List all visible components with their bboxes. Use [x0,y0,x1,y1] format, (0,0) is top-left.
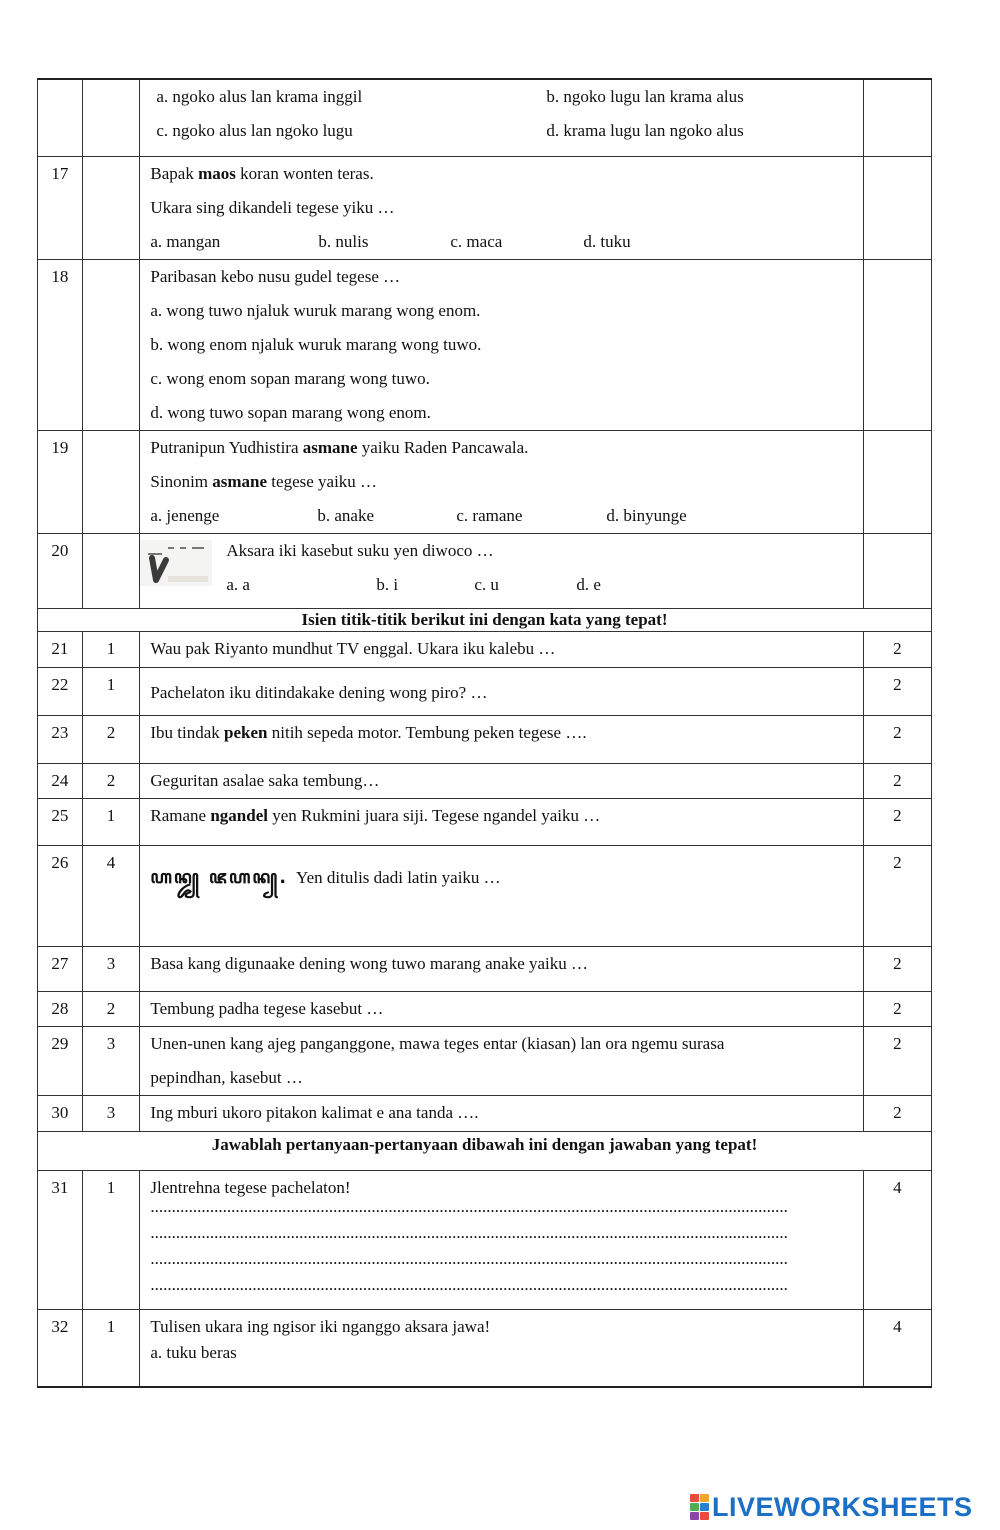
option-b[interactable]: b. i [376,575,399,594]
score-cell: 2 [863,764,931,799]
question-text: Aksara iki kasebut suku yen diwoco … [226,541,494,560]
question-number: 19 [38,431,83,534]
question-row-19 [38,431,932,534]
question-row-28 [38,992,932,1027]
question-cell [140,668,863,716]
question-prompt: Sinonim asmane tegese yaiku … [150,472,378,491]
score-cell: 2 [863,632,931,668]
option-d[interactable]: d. e [576,575,601,594]
question-cell [140,1027,863,1096]
level-cell [82,157,140,260]
question-text[interactable]: Unen-unen kang ajeg panganggone, mawa teges entar (kiasan) lan ora ngemu surasa [150,1034,725,1053]
question-text[interactable]: Wau pak Riyanto mundhut TV enggal. Ukara iku kalebu … [150,639,556,658]
question-cell [140,260,863,431]
level-cell [82,431,140,534]
option-d[interactable]: d. tuku [583,232,631,251]
bold-word: ngandel [210,806,268,825]
question-text: Putranipun Yudhistira asmane yaiku Raden Pancawala. [150,438,529,457]
answer-line-2[interactable]: ...................................................................................................................................................... [150,1223,788,1242]
option-a[interactable]: a. a [226,575,250,594]
level-cell: 2 [82,992,140,1027]
answer-line-4[interactable]: ...................................................................................................................................................... [150,1275,788,1294]
question-row-16 [38,79,932,157]
question-number: 21 [38,632,83,668]
option-d[interactable]: d. wong tuwo sopan marang wong enom. [150,403,431,422]
worksheet-table [37,78,932,1388]
level-cell: 1 [82,1171,140,1310]
section-title: Isien titik-titik berikut ini dengan kata yang tepat! [38,609,932,632]
question-cell [140,157,863,260]
question-row-17 [38,157,932,260]
question-text: Bapak maos koran wonten teras. [150,164,374,183]
question-row-21 [38,632,932,668]
question-cell [140,846,863,947]
option-b[interactable]: b. wong enom njaluk wuruk marang wong tuwo. [150,335,482,354]
question-row-18 [38,260,932,431]
question-number: 18 [38,260,83,431]
question-text[interactable]: Geguritan asalae saka tembung… [150,771,380,790]
question-row-20 [38,534,932,609]
question-cell [140,764,863,799]
score-cell: 2 [863,947,931,992]
score-cell: 2 [863,992,931,1027]
question-number: 22 [38,668,83,716]
level-cell: 2 [82,764,140,799]
question-row-24 [38,764,932,799]
level-cell: 1 [82,668,140,716]
question-row-32 [38,1310,932,1388]
level-cell: 1 [82,1310,140,1388]
level-cell: 3 [82,1027,140,1096]
question-number: 29 [38,1027,83,1096]
bold-word: maos [198,164,236,183]
question-number [38,79,83,157]
logo-text: LIVEWORKSHEETS [712,1491,973,1522]
level-cell: 3 [82,1096,140,1132]
question-row-23 [38,716,932,764]
question-number: 25 [38,799,83,846]
question-number: 30 [38,1096,83,1132]
level-cell: 1 [82,632,140,668]
score-cell: 2 [863,799,931,846]
question-cell [140,79,863,157]
score-cell [863,79,931,157]
question-cell [140,431,863,534]
section-title: Jawablah pertanyaan-pertanyaan dibawah ini dengan jawaban yang tepat! [38,1132,932,1171]
question-cell [140,1171,863,1310]
question-row-22 [38,668,932,716]
level-cell: 2 [82,716,140,764]
question-text[interactable]: Ramane ngandel yen Rukmini juara siji. Tegese ngandel yaiku … [150,806,601,825]
level-cell [82,534,140,609]
section-header-fill-in [38,609,932,632]
question-row-29 [38,1027,932,1096]
section-header-essay [38,1132,932,1171]
question-cell [140,799,863,846]
option-c[interactable]: c. u [474,575,499,594]
question-cell [140,632,863,668]
question-cell [140,1310,863,1388]
answer-line-3[interactable]: ...................................................................................................................................................... [150,1249,788,1268]
option-c[interactable]: c. ngoko alus lan ngoko lugu [156,121,353,140]
score-cell [863,260,931,431]
option-a[interactable]: a. wong tuwo njaluk wuruk marang wong enom. [150,301,481,320]
question-text: Jlentrehna tegese pachelaton! [150,1178,351,1197]
question-number: 32 [38,1310,83,1388]
level-cell: 4 [82,846,140,947]
level-cell [82,260,140,431]
question-number: 28 [38,992,83,1027]
level-cell: 1 [82,799,140,846]
question-cell [140,716,863,764]
score-cell: 2 [863,846,931,947]
answer-line-1[interactable]: ...................................................................................................................................................... [150,1197,788,1216]
option-a[interactable]: a. ngoko alus lan krama inggil [156,87,363,106]
question-text[interactable]: Tembung padha tegese kasebut … [150,999,384,1018]
question-row-27 [38,947,932,992]
option-d[interactable]: d. binyunge [606,506,687,525]
question-text-continued[interactable]: pepindhan, kasebut … [150,1068,303,1087]
question-number: 31 [38,1171,83,1310]
liveworksheets-logo [690,1490,973,1524]
question-text[interactable]: ꦲꦤ꧀ꦢ꧀ ꦗꦲꦤ꧀. Yen ditulis dadi latin yaiku … [150,867,501,888]
score-cell [863,157,931,260]
option-d[interactable]: d. krama lugu lan ngoko alus [546,121,744,140]
bold-word: asmane [212,472,268,491]
question-row-26 [38,846,932,947]
score-cell: 2 [863,1096,931,1132]
option-c[interactable]: c. wong enom sopan marang wong tuwo. [150,369,430,388]
option-c[interactable]: c. maca [450,232,503,251]
score-cell: 2 [863,716,931,764]
question-text[interactable]: Pachelaton iku ditindakake dening wong piro? … [150,683,488,702]
score-cell: 2 [863,668,931,716]
option-b[interactable]: b. anake [317,506,375,525]
question-row-30 [38,1096,932,1132]
question-number: 27 [38,947,83,992]
level-cell [82,79,140,157]
question-number: 24 [38,764,83,799]
question-text: Paribasan kebo nusu gudel tegese … [150,267,401,286]
logo-icon [690,1494,709,1520]
option-a[interactable]: a. jenenge [150,506,220,525]
bold-word: peken [224,723,268,742]
question-number: 20 [38,534,83,609]
option-a[interactable]: a. mangan [150,232,221,251]
option-b[interactable]: b. ngoko lugu lan krama alus [546,87,744,106]
question-text[interactable]: Ibu tindak peken nitih sepeda motor. Tembung peken tegese …. [150,723,587,742]
question-number: 26 [38,846,83,947]
question-cell [140,1096,863,1132]
question-cell [140,992,863,1027]
sub-question[interactable]: a. tuku beras [150,1343,237,1362]
question-row-31 [38,1171,932,1310]
question-text: Tulisen ukara ing ngisor iki nganggo aksara jawa! [150,1317,491,1336]
question-prompt: Ukara sing dikandeli tegese yiku … [150,198,395,217]
question-cell [140,534,863,609]
score-cell: 4 [863,1310,931,1388]
bold-word: asmane [302,438,358,457]
question-number: 17 [38,157,83,260]
score-cell: 4 [863,1171,931,1310]
question-row-25 [38,799,932,846]
option-b[interactable]: b. nulis [318,232,369,251]
javanese-script: ꦲꦤ꧀ꦢ꧀ ꦗꦲꦤ꧀. [150,867,289,888]
question-cell [140,947,863,992]
score-cell: 2 [863,1027,931,1096]
question-number: 23 [38,716,83,764]
question-text[interactable]: Ing mburi ukoro pitakon kalimat e ana tanda …. [150,1103,479,1122]
score-cell [863,431,931,534]
question-text[interactable]: Basa kang digunaake dening wong tuwo marang anake yaiku … [150,954,589,973]
aksara-image [140,540,212,586]
option-c[interactable]: c. ramane [456,506,523,525]
score-cell [863,534,931,609]
level-cell: 3 [82,947,140,992]
